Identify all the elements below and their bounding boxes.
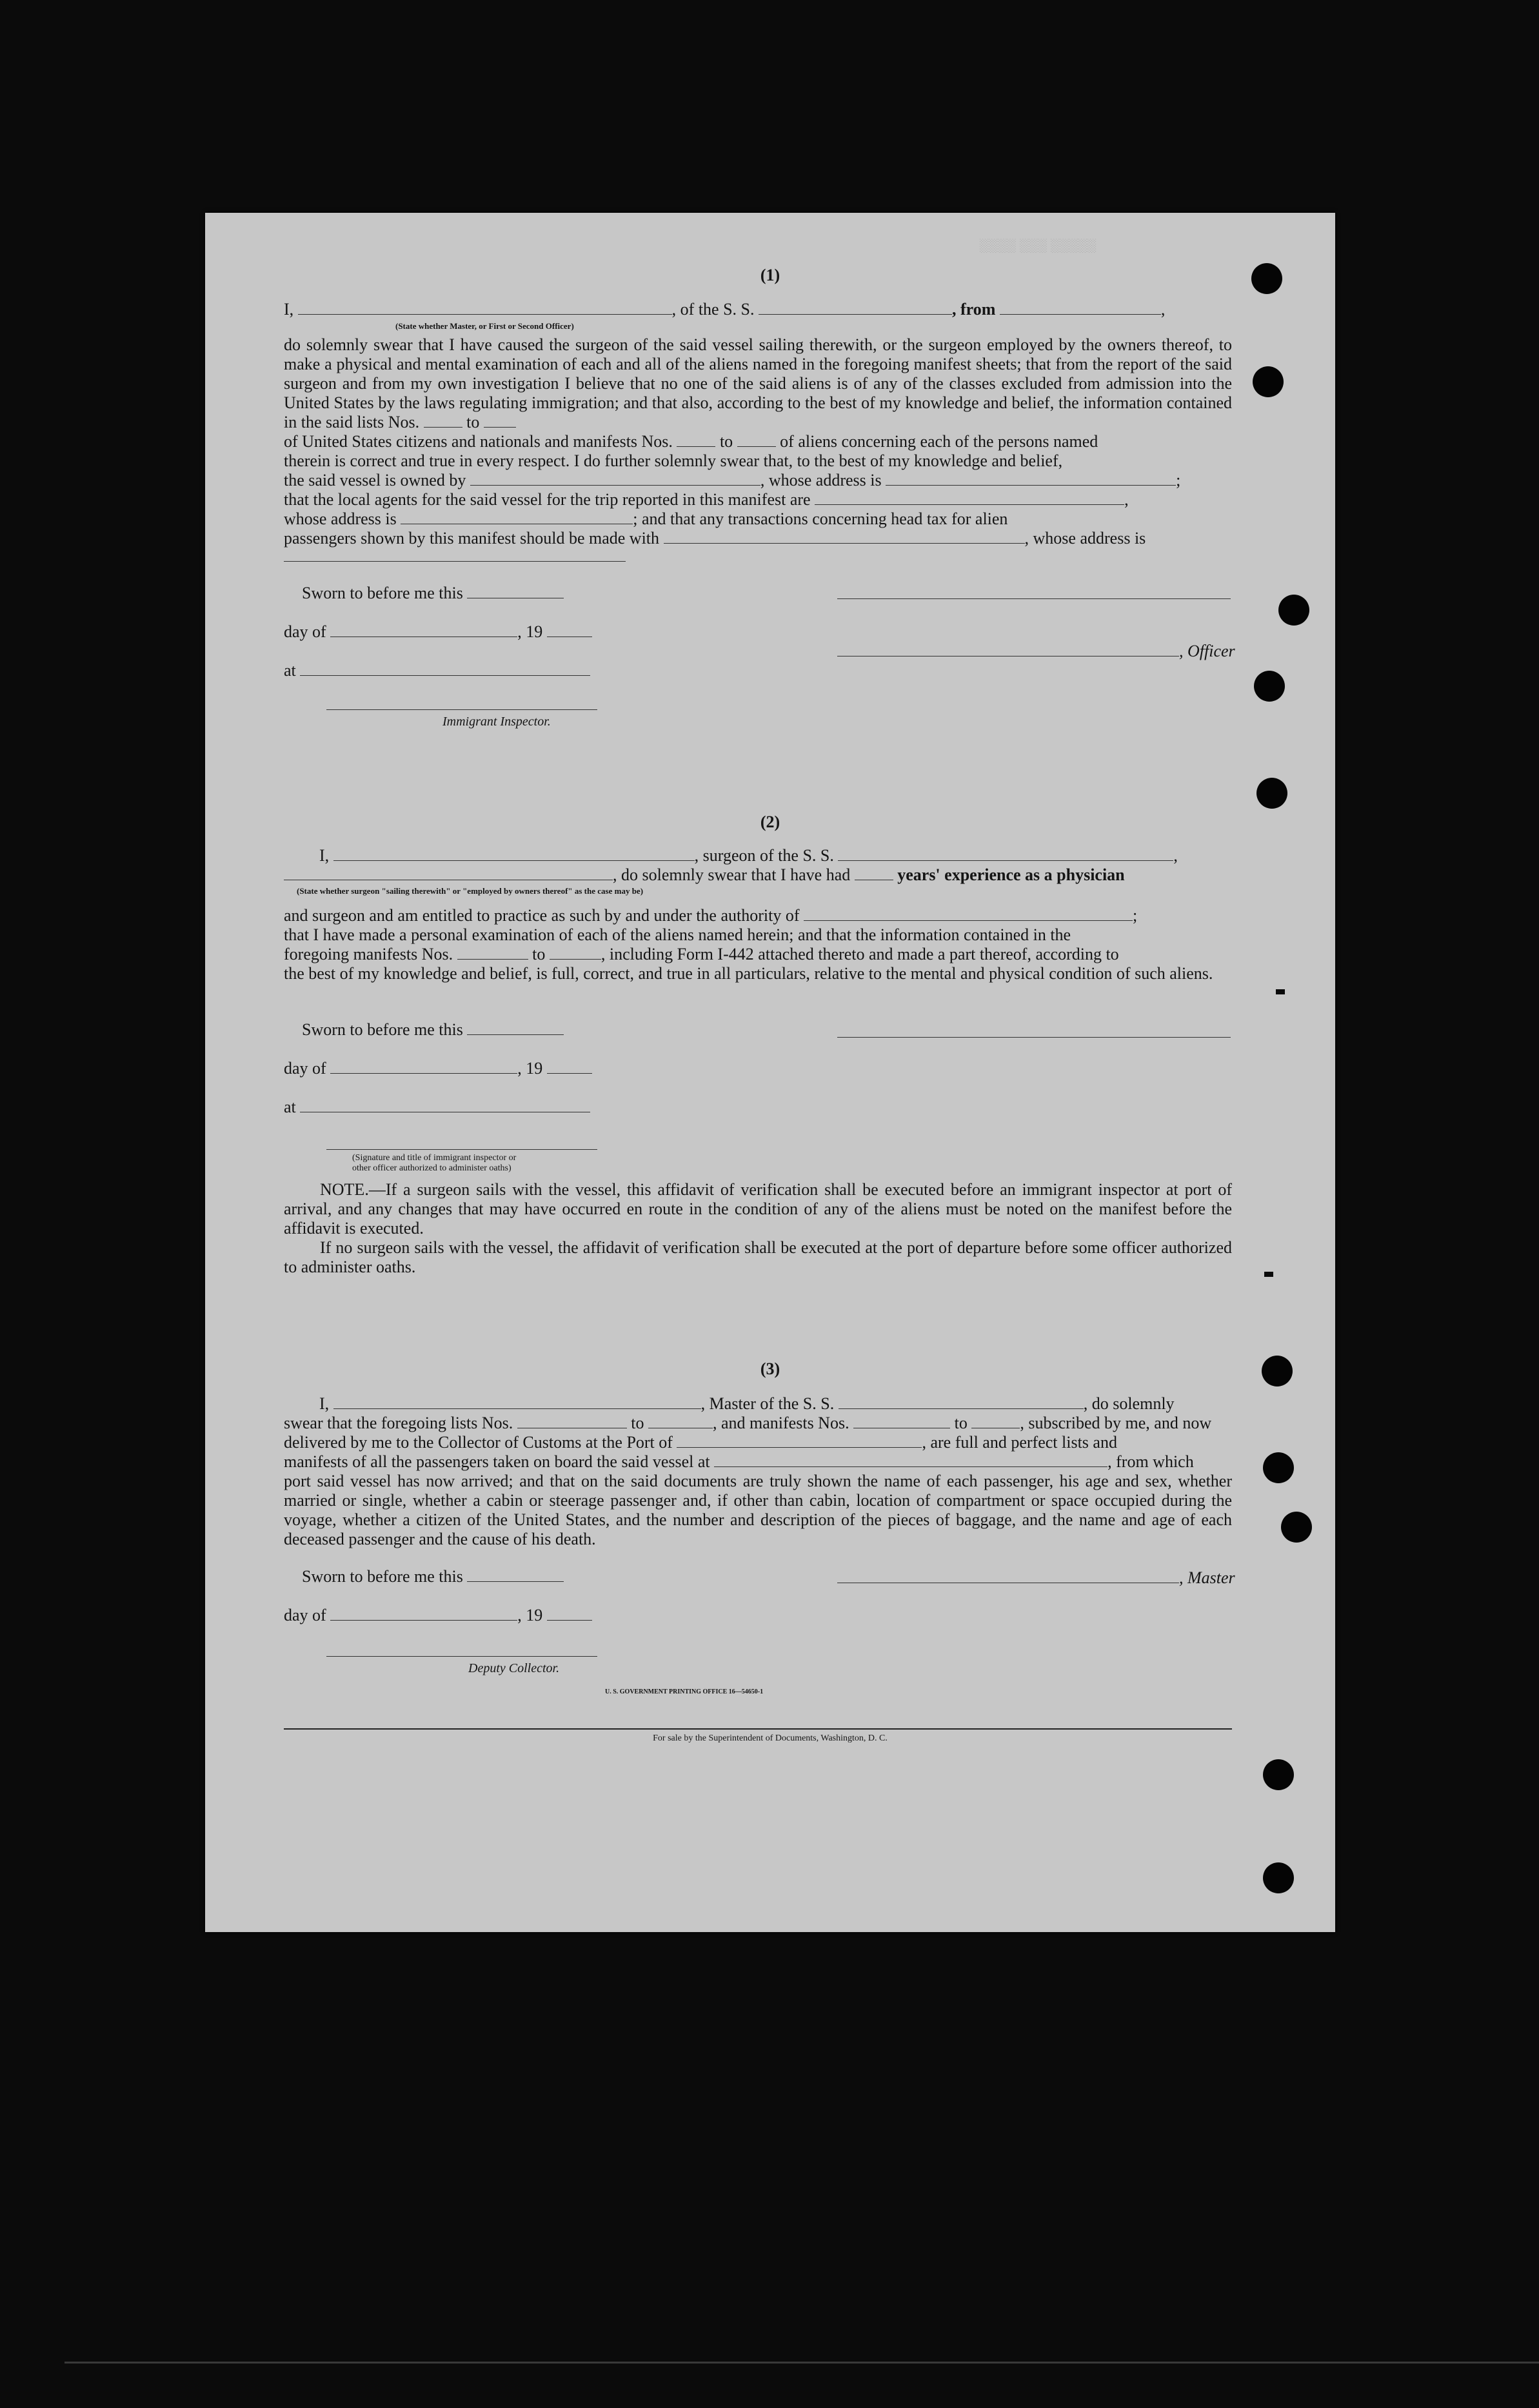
vessel-name-field[interactable]	[759, 301, 952, 315]
local-agents-field[interactable]	[815, 491, 1124, 505]
s3-manifests-to-field[interactable]	[971, 1415, 1020, 1428]
s1-line-10: whose address is ; and that any transactions concerning head tax for alien	[284, 509, 1008, 528]
section-3-number: (3)	[760, 1359, 780, 1378]
surgeon-name-field[interactable]	[333, 847, 695, 861]
lists-no-from-field[interactable]	[424, 414, 462, 428]
s3-body: port said vessel has now arrived; and that on the said documents are truly shown the name of each passenger, his age and sex, whether married or single, whether a cabin or steerage passenger and, if other than cabin, location of compartment or space occupied during the voyage, whether a citizen of the United States, and the number and description of the pieces of baggage, and the name and age of each deceased passenger and the cause of his death.	[284, 1472, 1232, 1548]
s2-line-4: that I have made a personal examination of each of the aliens named herein; and that the information contained in the	[284, 925, 1071, 944]
binder-hole	[1281, 1512, 1312, 1543]
s2-surgeon-hint: (State whether surgeon "sailing therewith" or "employed by owners thereof" as the case may be)	[297, 886, 644, 896]
s2-line-2: , do solemnly swear that I have had years' experience as a physician	[284, 865, 1232, 885]
edge-tick-mark	[1276, 989, 1285, 994]
s3-year-field[interactable]	[547, 1607, 592, 1621]
s2-signature-caption-2: other officer authorized to administer oaths)	[352, 1163, 511, 1173]
s2-note-2: If no surgeon sails with the vessel, the affidavit of verification shall be executed at the port of departure before some officer authorized to administer oaths.	[284, 1238, 1232, 1276]
binder-hole	[1263, 1452, 1294, 1483]
authority-field[interactable]	[804, 907, 1133, 921]
s1-oath-body: do solemnly swear that I have caused the surgeon of the said vessel sailing therewith, or the surgeon employed by the owners thereof, to make a physical and mental examination of each and all of the aliens named in the foregoing manifest sheets; that from the report of the said surgeon and from my own investigation I believe that no one of the said aliens is of any of the classes excluded from admission into the United States by the laws regulating immigration; and that also, according to the best of my knowledge and belief, the information contained in the said lists Nos. to	[284, 335, 1232, 431]
s3-lists-to-field[interactable]	[648, 1415, 713, 1428]
s3-line-1: I, , Master of the S. S. , do solemnly	[319, 1394, 1175, 1413]
s1-sworn-line: Sworn to before me this	[302, 584, 564, 603]
s1-line-11: passengers shown by this manifest should be made with , whose address is	[284, 529, 1146, 548]
s2-sworn-date-field[interactable]	[467, 1021, 564, 1035]
s1-day-line: day of , 19	[284, 622, 592, 642]
origin-port-field[interactable]	[1000, 301, 1161, 315]
s3-vessel-field[interactable]	[839, 1396, 1084, 1409]
officer-name-field[interactable]	[298, 301, 672, 315]
s1-at-field[interactable]	[300, 662, 590, 676]
s3-sworn-line: Sworn to before me this	[302, 1567, 564, 1586]
section-1-number: (1)	[760, 266, 780, 284]
surgeon-status-field[interactable]	[284, 867, 613, 880]
s1-day-field[interactable]	[330, 624, 517, 637]
s1-inspector-signature-line[interactable]	[326, 709, 597, 710]
binder-hole	[1251, 263, 1282, 294]
binder-hole	[1263, 1759, 1294, 1790]
years-experience-field[interactable]	[855, 867, 893, 880]
master-name-field[interactable]	[333, 1396, 701, 1409]
s2-line-6: the best of my knowledge and belief, is full, correct, and true in all particulars, relative to the mental and physical condition of such aliens.	[284, 964, 1213, 983]
port-field[interactable]	[677, 1434, 922, 1448]
owner-address-field[interactable]	[886, 472, 1176, 486]
manifest-page	[205, 213, 1335, 1932]
s2-year-field[interactable]	[547, 1060, 592, 1074]
s1-officer-blank-1[interactable]	[837, 598, 1231, 599]
officer-signature-field[interactable]	[837, 643, 1179, 656]
s3-day-line: day of , 19	[284, 1606, 592, 1625]
binder-hole	[1278, 595, 1309, 626]
s2-note: NOTE.—If a surgeon sails with the vessel, this affidavit of verification shall be executed before an immigrant inspector at port of arrival, and any changes that may have occurred en route in the condition of any of the aliens must be noted on the manifest before the affidavit is executed.	[284, 1180, 1232, 1238]
s1-line-6: of United States citizens and nationals and manifests Nos. to of aliens concerning each of the persons named	[284, 432, 1098, 451]
s2-signature-caption-1: (Signature and title of immigrant inspector or	[352, 1153, 517, 1163]
master-signature-field[interactable]	[837, 1570, 1179, 1583]
section-2-number: (2)	[760, 813, 780, 831]
s3-manifests-from-field[interactable]	[853, 1415, 950, 1428]
s1-line-9: that the local agents for the said vessel for the trip reported in this manifest are ,	[284, 490, 1129, 509]
binder-hole	[1256, 778, 1287, 809]
owner-field[interactable]	[470, 472, 760, 486]
s3-day-field[interactable]	[330, 1607, 517, 1621]
s2-inspector-signature-line[interactable]	[326, 1149, 597, 1150]
edge-tick-mark	[1264, 1272, 1273, 1277]
s1-sworn-date-field[interactable]	[467, 585, 564, 598]
s3-line-2: swear that the foregoing lists Nos. to , and manifests Nos. to , subscribed by me, and now	[284, 1414, 1212, 1432]
s1-address-line[interactable]	[284, 561, 626, 562]
s3-sworn-date-field[interactable]	[467, 1568, 564, 1582]
scan-bottom-edge	[65, 2362, 1539, 2364]
binder-hole	[1254, 671, 1285, 702]
s3-line-3: delivered by me to the Collector of Customs at the Port of , are full and perfect lists and	[284, 1433, 1117, 1452]
s2-at-line: at	[284, 1098, 590, 1117]
s2-sworn-line: Sworn to before me this	[302, 1020, 564, 1040]
head-tax-agent-field[interactable]	[664, 530, 1025, 544]
s2-manifest-from-field[interactable]	[457, 946, 528, 960]
footer-sale-note: For sale by the Superintendent of Documents, Washington, D. C.	[653, 1733, 888, 1743]
s2-line-5: foregoing manifests Nos. to , including Form I-442 attached thereto and made a part thereof, according to	[284, 945, 1119, 963]
s2-day-line: day of , 19	[284, 1059, 592, 1078]
s1-year-field[interactable]	[547, 624, 592, 637]
s3-line-4: manifests of all the passengers taken on board the said vessel at , from which	[284, 1452, 1194, 1471]
s2-manifest-to-field[interactable]	[550, 946, 601, 960]
s3-lists-from-field[interactable]	[517, 1415, 627, 1428]
s1-officer-hint: (State whether Master, or First or Second Officer)	[395, 321, 574, 331]
binder-hole	[1263, 1862, 1294, 1893]
embarkation-port-field[interactable]	[714, 1454, 1107, 1467]
s2-surgeon-signature-line[interactable]	[837, 1037, 1231, 1038]
manifest-no-to-field[interactable]	[737, 433, 776, 447]
s1-officer-line: , Officer	[837, 642, 1235, 661]
s3-master-line: , Master	[837, 1568, 1235, 1588]
lists-no-to-field[interactable]	[484, 414, 516, 428]
s3-deputy-label: Deputy Collector.	[468, 1661, 560, 1675]
s2-line-3: and surgeon and am entitled to practice as such by and under the authority of ;	[284, 906, 1138, 925]
s1-at-line: at	[284, 661, 590, 680]
s1-line-1: I, , of the S. S. , from ,	[284, 300, 1166, 319]
s1-inspector-label: Immigrant Inspector.	[442, 715, 551, 729]
footer-rule	[284, 1728, 1232, 1730]
manifest-no-from-field[interactable]	[677, 433, 715, 447]
gpo-imprint: U. S. GOVERNMENT PRINTING OFFICE 16—54650-1	[605, 1688, 764, 1695]
s2-line-1: I, , surgeon of the S. S. ,	[319, 846, 1178, 865]
s2-vessel-field[interactable]	[838, 847, 1173, 861]
binder-hole	[1262, 1356, 1293, 1387]
agents-address-field[interactable]	[401, 511, 633, 524]
s2-day-field[interactable]	[330, 1060, 517, 1074]
s2-at-field[interactable]	[300, 1099, 590, 1112]
binder-hole	[1253, 366, 1284, 397]
s1-line-8: the said vessel is owned by , whose address is ;	[284, 471, 1181, 489]
bleed-through-marks: ░░░░ ░░░ ░░░░░	[979, 239, 1097, 253]
s3-deputy-signature-line[interactable]	[326, 1656, 597, 1657]
s1-line-7: therein is correct and true in every respect. I do further solemnly swear that, to the best of my knowledge and belief,	[284, 451, 1063, 470]
